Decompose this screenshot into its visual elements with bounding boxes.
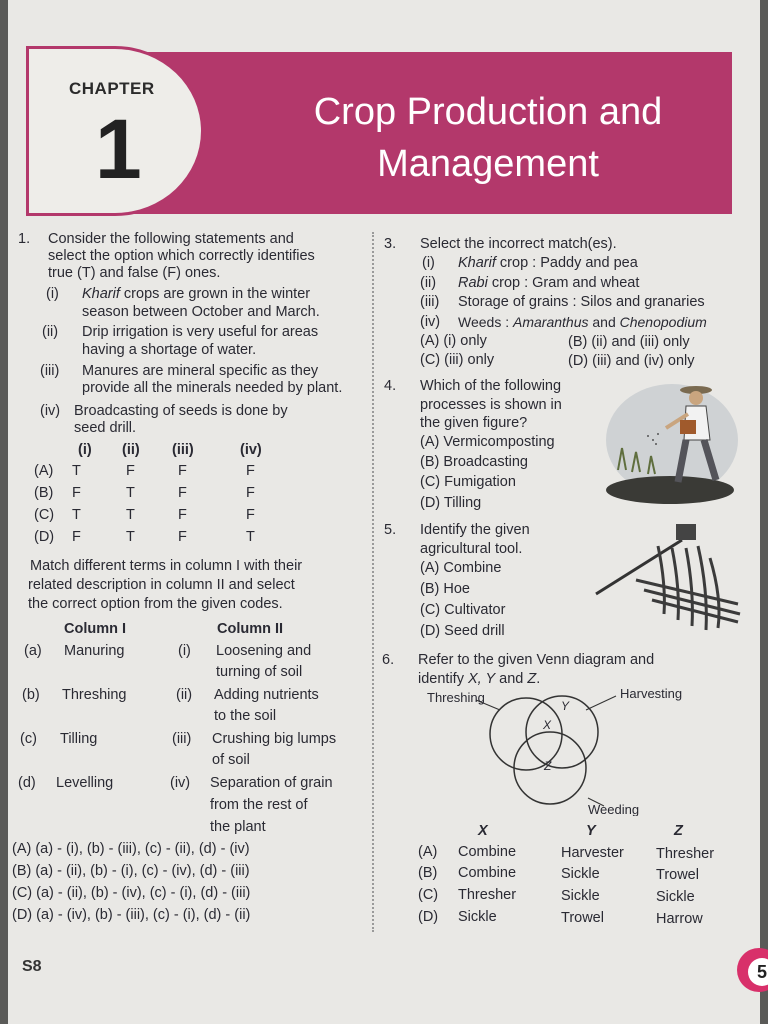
q3-number: 3. xyxy=(384,236,397,252)
q1-col-iv: (iv) xyxy=(240,442,262,458)
q6-row-a-x: Combine xyxy=(458,844,517,860)
q1-row-d-v3: F xyxy=(178,529,187,545)
q3-i-text xyxy=(458,254,638,272)
q6-row-c-y: Sickle xyxy=(561,888,600,904)
q2-a-term: Manuring xyxy=(64,643,125,659)
q6-row-d-opt: (D) xyxy=(418,909,439,925)
q1-row-c-opt: (C) xyxy=(34,507,55,523)
q1-row-d-v2: T xyxy=(126,529,135,545)
q3-iv-mid: and xyxy=(588,314,620,330)
q3-option-d: (D) (iii) and (iv) only xyxy=(568,353,695,369)
q2-iii-line2: of soil xyxy=(212,752,250,768)
q6-row-b-x: Combine xyxy=(458,865,517,881)
q1-row-c-v2: T xyxy=(126,507,135,523)
page-number: 5 xyxy=(748,958,768,986)
q6-row-a-z: Thresher xyxy=(656,846,715,862)
q6-col-z: Z xyxy=(674,823,683,839)
q6-stem-vars: X, Y xyxy=(467,671,496,687)
q6-row-c-z: Sickle xyxy=(656,889,695,905)
q2-d-label: (d) xyxy=(18,775,36,791)
q6-row-d-y: Trowel xyxy=(561,910,604,926)
q2-i-line2: turning of soil xyxy=(216,664,303,680)
q6-row-a-opt: (A) xyxy=(418,844,438,860)
q2-option-c: (C) (a) - (ii), (b) - (iv), (c) - (i), (d) - (iii) xyxy=(12,885,251,901)
q6-row-b-y: Sickle xyxy=(561,866,600,882)
q2-option-a: (A) (a) - (i), (b) - (iii), (c) - (ii), (d) - (iv) xyxy=(12,841,250,857)
q6-stem-z: Z xyxy=(527,671,537,687)
chapter-label: CHAPTER xyxy=(69,79,155,98)
footer-code: S8 xyxy=(22,958,42,975)
q1-row-a-opt: (A) xyxy=(34,463,54,479)
chapter-title-line1: Crop Production and xyxy=(313,91,663,133)
q3-iii-num: (iii) xyxy=(420,294,440,310)
q2-ii-line1: Adding nutrients xyxy=(214,687,319,703)
q3-iv-text xyxy=(458,313,707,331)
q6-row-c-opt: (C) xyxy=(418,887,439,903)
q3-ii-term: Rabi xyxy=(458,275,488,291)
q2-col2-header: Column II xyxy=(217,621,284,637)
q1-row-c-v1: T xyxy=(72,507,81,523)
q1-row-b-v3: F xyxy=(178,485,187,501)
venn-label-harvesting: Harvesting xyxy=(620,686,683,701)
q2-i-line1: Loosening and xyxy=(216,643,312,659)
column-divider xyxy=(372,232,374,932)
q1-col-ii: (ii) xyxy=(122,442,140,458)
q3-stem: Select the incorrect match(es). xyxy=(420,236,617,252)
page xyxy=(8,0,767,1024)
q5-stem-line1: Identify the given xyxy=(420,522,530,538)
q6-row-a-y: Harvester xyxy=(561,845,624,861)
venn-diagram xyxy=(416,686,716,816)
q5-option-c: (C) Cultivator xyxy=(420,602,506,618)
q2-iii-line1: Crushing big lumps xyxy=(212,731,337,747)
q1-row-b-v2: T xyxy=(126,485,135,501)
q2-a-label: (a) xyxy=(24,643,42,659)
q5-option-a: (A) Combine xyxy=(420,560,502,576)
q6-stem-mid: and xyxy=(495,671,528,687)
venn-label-weeding: Weeding xyxy=(588,802,640,816)
q2-option-d: (D) (a) - (iv), (b) - (iii), (c) - (i), (d) - (ii) xyxy=(12,907,251,923)
q3-i-rest: crop : Paddy and pea xyxy=(499,255,638,271)
q3-i-num: (i) xyxy=(422,255,435,271)
q2-i-label: (i) xyxy=(178,643,191,659)
seed-bag xyxy=(680,420,696,434)
q3-iv-term2: Chenopodium xyxy=(619,314,707,330)
q2-b-label: (b) xyxy=(22,687,40,703)
cultivator-tool-figure xyxy=(588,518,748,636)
q1-s3-line2: provide all the minerals needed by plant. xyxy=(82,380,343,396)
q2-col1-header: Column I xyxy=(64,621,127,637)
q4-stem-line1: Which of the following xyxy=(420,378,562,394)
q3-ii-text xyxy=(458,274,639,292)
q5-number: 5. xyxy=(384,522,397,538)
q2-c-label: (c) xyxy=(20,731,37,747)
q2-c-term: Tilling xyxy=(60,731,98,747)
tool-hitch xyxy=(676,524,696,540)
q2-b-term: Threshing xyxy=(62,687,127,703)
q1-s1-term: Kharif xyxy=(82,286,120,302)
venn-var-z: Z xyxy=(544,759,552,773)
q1-row-a-v1: T xyxy=(72,463,81,479)
q5-stem-line2: agricultural tool. xyxy=(420,541,523,557)
chapter-title xyxy=(258,86,718,190)
q6-stem-line1: Refer to the given Venn diagram and xyxy=(418,652,655,668)
q1-row-a-v4: F xyxy=(246,463,255,479)
q1-row-a-v2: F xyxy=(126,463,135,479)
q2-iv-line1: Separation of grain xyxy=(210,775,333,791)
q3-ii-num: (ii) xyxy=(420,275,437,291)
q1-number: 1. xyxy=(18,231,31,247)
q4-option-c: (C) Fumigation xyxy=(420,474,516,490)
q6-col-y: Y xyxy=(586,823,596,839)
q1-s2-num: (ii) xyxy=(42,324,59,340)
q4-stem-line3: the given figure? xyxy=(420,415,528,431)
q2-stem-line1: Match different terms in column I with their xyxy=(30,558,303,574)
chapter-badge xyxy=(26,46,204,216)
q1-s1-num: (i) xyxy=(46,286,59,302)
venn-pointer-harvesting xyxy=(586,696,616,710)
venn-var-y: Y xyxy=(561,699,570,713)
q1-row-b-opt: (B) xyxy=(34,485,54,501)
q3-ii-rest: crop : Gram and wheat xyxy=(491,275,640,291)
chapter-number: 1 xyxy=(95,102,142,196)
q4-stem-line2: processes is shown in xyxy=(420,397,562,413)
q1-s1-text: crops are grown in the winter xyxy=(123,286,311,302)
q1-stem-line1: Consider the following statements and xyxy=(48,231,294,247)
q1-s1-line1 xyxy=(82,285,310,303)
q3-iv-num: (iv) xyxy=(420,314,441,330)
venn-var-x: X xyxy=(543,718,552,732)
tool-frame xyxy=(636,580,740,622)
q1-row-d-v4: T xyxy=(246,529,255,545)
broadcasting-figure xyxy=(598,378,738,508)
q1-col-iii: (iii) xyxy=(172,442,194,458)
q4-number: 4. xyxy=(384,378,397,394)
q1-s2-line2: having a shortage of water. xyxy=(82,342,257,358)
q1-row-b-v4: F xyxy=(246,485,255,501)
q2-iv-line3: the plant xyxy=(210,819,266,835)
q3-option-b: (B) (ii) and (iii) only xyxy=(568,334,690,350)
q5-option-b: (B) Hoe xyxy=(420,581,470,597)
q2-iv-line2: from the rest of xyxy=(210,797,308,813)
q1-s4-line1: Broadcasting of seeds is done by xyxy=(74,403,288,419)
q1-s3-line1: Manures are mineral specific as they xyxy=(82,363,319,379)
farmer-head xyxy=(689,391,703,405)
q4-option-a: (A) Vermicomposting xyxy=(420,434,555,450)
q3-iii-text: Storage of grains : Silos and granaries xyxy=(458,294,705,310)
q2-ii-label: (ii) xyxy=(176,687,193,703)
q1-row-b-v1: F xyxy=(72,485,81,501)
q3-i-term: Kharif xyxy=(458,255,496,271)
q2-option-b: (B) (a) - (ii), (b) - (i), (c) - (iv), (d) - (iii) xyxy=(12,863,250,879)
q1-row-d-v1: F xyxy=(72,529,81,545)
q1-s3-num: (iii) xyxy=(40,363,60,379)
q3-iv-pre: Weeds : xyxy=(458,314,513,330)
q1-s2-line1: Drip irrigation is very useful for areas xyxy=(82,324,319,340)
tool-handle xyxy=(596,540,682,594)
page-number-badge xyxy=(737,948,768,992)
q1-row-c-v3: F xyxy=(178,507,187,523)
q6-stem-end: . xyxy=(536,671,541,687)
q2-stem-line3: the correct option from the given codes. xyxy=(28,596,283,612)
q1-col-i: (i) xyxy=(78,442,92,458)
q1-s4-line2: seed drill. xyxy=(74,420,137,436)
q2-iii-label: (iii) xyxy=(172,731,192,747)
q3-option-a: (A) (i) only xyxy=(420,333,487,349)
q6-col-x: X xyxy=(478,823,488,839)
q6-row-b-opt: (B) xyxy=(418,865,438,881)
q3-option-c: (C) (iii) only xyxy=(420,352,495,368)
q1-row-c-v4: F xyxy=(246,507,255,523)
q6-row-d-x: Sickle xyxy=(458,909,497,925)
chapter-title-line2: Management xyxy=(377,143,599,185)
q2-stem-line2: related description in column II and select xyxy=(28,577,295,593)
q6-stem-pre: identify xyxy=(418,671,468,687)
q2-d-term: Levelling xyxy=(56,775,114,791)
q1-stem-line3: true (T) and false (F) ones. xyxy=(48,265,221,281)
q2-ii-line2: to the soil xyxy=(214,708,277,724)
q1-s4-num: (iv) xyxy=(40,403,61,419)
q2-iv-label: (iv) xyxy=(170,775,191,791)
q5-option-d: (D) Seed drill xyxy=(420,623,505,639)
venn-label-threshing: Threshing xyxy=(427,690,485,705)
q4-option-d: (D) Tilling xyxy=(420,495,482,511)
q6-number: 6. xyxy=(382,652,395,668)
q1-row-d-opt: (D) xyxy=(34,529,55,545)
q4-option-b: (B) Broadcasting xyxy=(420,454,528,470)
q6-row-b-z: Trowel xyxy=(656,867,699,883)
q6-row-d-z: Harrow xyxy=(656,911,703,927)
q3-iv-term1: Amaranthus xyxy=(513,314,589,330)
q6-row-c-x: Thresher xyxy=(458,887,517,903)
q1-row-a-v3: F xyxy=(178,463,187,479)
q1-s1-line2: season between October and March. xyxy=(82,304,320,320)
q1-stem-line2: select the option which correctly identifies xyxy=(48,248,315,264)
